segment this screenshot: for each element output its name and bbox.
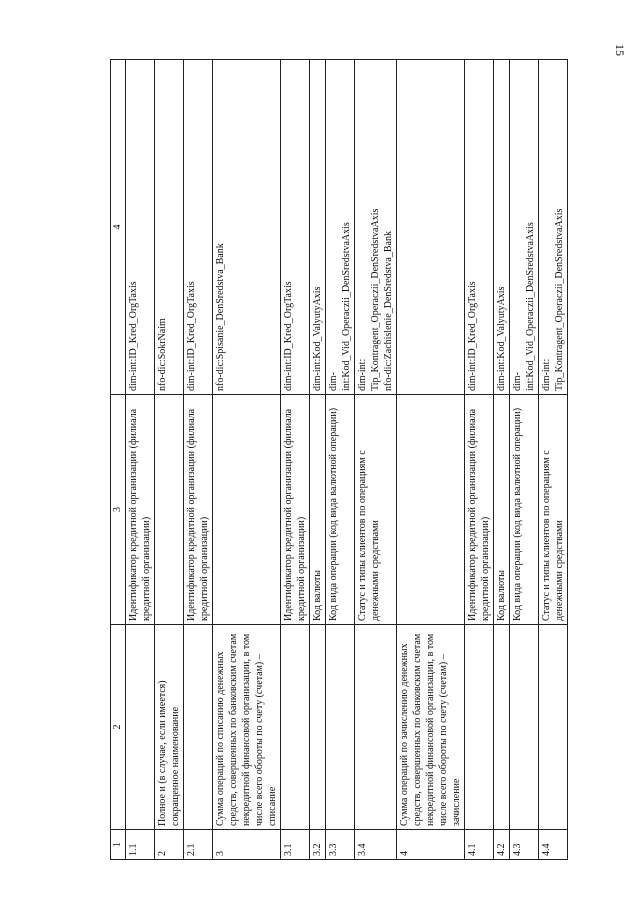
taxonomy-element: dim-int:ID_Kred_OrgTaxis: [126, 60, 155, 395]
attribute-name: Идентификатор кредитной организации (филиала кредитной организации): [281, 395, 310, 625]
attribute-name: Идентификатор кредитной организации (филиала кредитной организации): [184, 395, 213, 625]
row-number: 3.1: [281, 830, 310, 860]
column-header: 3: [111, 395, 126, 625]
column-header: 4: [111, 60, 126, 395]
row-number: 4.3: [510, 830, 539, 860]
table-row: [539, 60, 568, 860]
table-row: [326, 60, 355, 860]
taxonomy-element: dim- int:Kod_Vid_Operaczii_DenSredstvaAxis: [510, 60, 539, 395]
attribute-name: Код валюты: [494, 395, 510, 625]
row-number: 4.2: [494, 830, 510, 860]
indicator-name: [184, 625, 213, 830]
row-number: 4.4: [539, 830, 568, 860]
taxonomy-element: dim- int:Kod_Vid_Operaczii_DenSredstvaAxis: [326, 60, 355, 395]
indicator-name: [539, 625, 568, 830]
indicator-name: Сумма операций по списанию денежных средств, совершенных по банковским счетам некредитной финансовой организации, в том числе всего обороты по счету (счетам) – списание: [213, 625, 281, 830]
column-header: 1: [111, 830, 126, 860]
row-number: 3.2: [310, 830, 326, 860]
taxonomy-element: dim-int:ID_Kred_OrgTaxis: [184, 60, 213, 395]
table-row: [213, 60, 281, 860]
table-row: [510, 60, 539, 860]
row-number: 3.3: [326, 830, 355, 860]
indicator-name: Полное и (в случае, если имеется) сокращенное наименование: [155, 625, 184, 830]
row-number: 2.1: [184, 830, 213, 860]
attribute-name: Код вида операции (код вида валютной операции): [510, 395, 539, 625]
indicator-name: Сумма операций по зачислению денежных средств, совершенных по банковским счетам некредитной финансовой организации, в том числе всего обороты по счету (счетам) – зачисление: [397, 625, 465, 830]
indicator-name: [510, 625, 539, 830]
page-number: 15: [613, 44, 627, 56]
rotated-table-container: [110, 60, 595, 860]
attribute-name: Статус и типы клиентов по операциям с денежными средствами: [355, 395, 397, 625]
table-row: [397, 60, 465, 860]
indicator-name: [355, 625, 397, 830]
table-row: [355, 60, 397, 860]
attribute-name: Идентификатор кредитной организации (филиала кредитной организации): [465, 395, 494, 625]
row-number: 3.4: [355, 830, 397, 860]
attribute-name: Код вида операции (код вида валютной операции): [326, 395, 355, 625]
table-row: [494, 60, 510, 860]
row-number: 3: [213, 830, 281, 860]
taxonomy-element: dim-int:Kod_ValyutyAxis: [494, 60, 510, 395]
table-row: [155, 60, 184, 860]
row-number: 2: [155, 830, 184, 860]
indicator-name: [494, 625, 510, 830]
taxonomy-element: dim-int:ID_Kred_OrgTaxis: [281, 60, 310, 395]
attribute-name: Статус и типы клиентов по операциям с денежными средствами: [539, 395, 568, 625]
indicator-name: [465, 625, 494, 830]
taxonomy-element: nfo-dic:Spisanie_DenSredstva_Bank: [213, 60, 281, 395]
indicator-name: [281, 625, 310, 830]
row-number: 4: [397, 830, 465, 860]
taxonomy-element: dim-int: Tip_Kontragent_Operaczii_DenSredstvaAxis: [539, 60, 568, 395]
taxonomy-element: nfo-dic:SokrNaim: [155, 60, 184, 395]
column-header: 2: [111, 625, 126, 830]
attribute-name: [155, 395, 184, 625]
attribute-name: [397, 395, 465, 625]
taxonomy-element: dim-int:Kod_ValyutyAxis: [310, 60, 326, 395]
indicator-name: [126, 625, 155, 830]
table-row: [184, 60, 213, 860]
row-number: 1.1: [126, 830, 155, 860]
table-row: [126, 60, 155, 860]
table-header-row: [111, 60, 126, 860]
taxonomy-element: dim-int: Tip_Kontragent_Operaczii_DenSredstvaAxis nfo-dic:Zachislenie_DenSredstva_Bank: [355, 60, 397, 395]
attribute-name: Идентификатор кредитной организации (филиала кредитной организации): [126, 395, 155, 625]
taxonomy-element: dim-int:ID_Kred_OrgTaxis: [465, 60, 494, 395]
attribute-name: Код валюты: [310, 395, 326, 625]
row-number: 4.1: [465, 830, 494, 860]
indicator-name: [326, 625, 355, 830]
table-row: [310, 60, 326, 860]
taxonomy-element: [397, 60, 465, 395]
attribute-name: [213, 395, 281, 625]
table-row: [281, 60, 310, 860]
indicator-name: [310, 625, 326, 830]
table-row: [465, 60, 494, 860]
document-table: [110, 59, 568, 860]
